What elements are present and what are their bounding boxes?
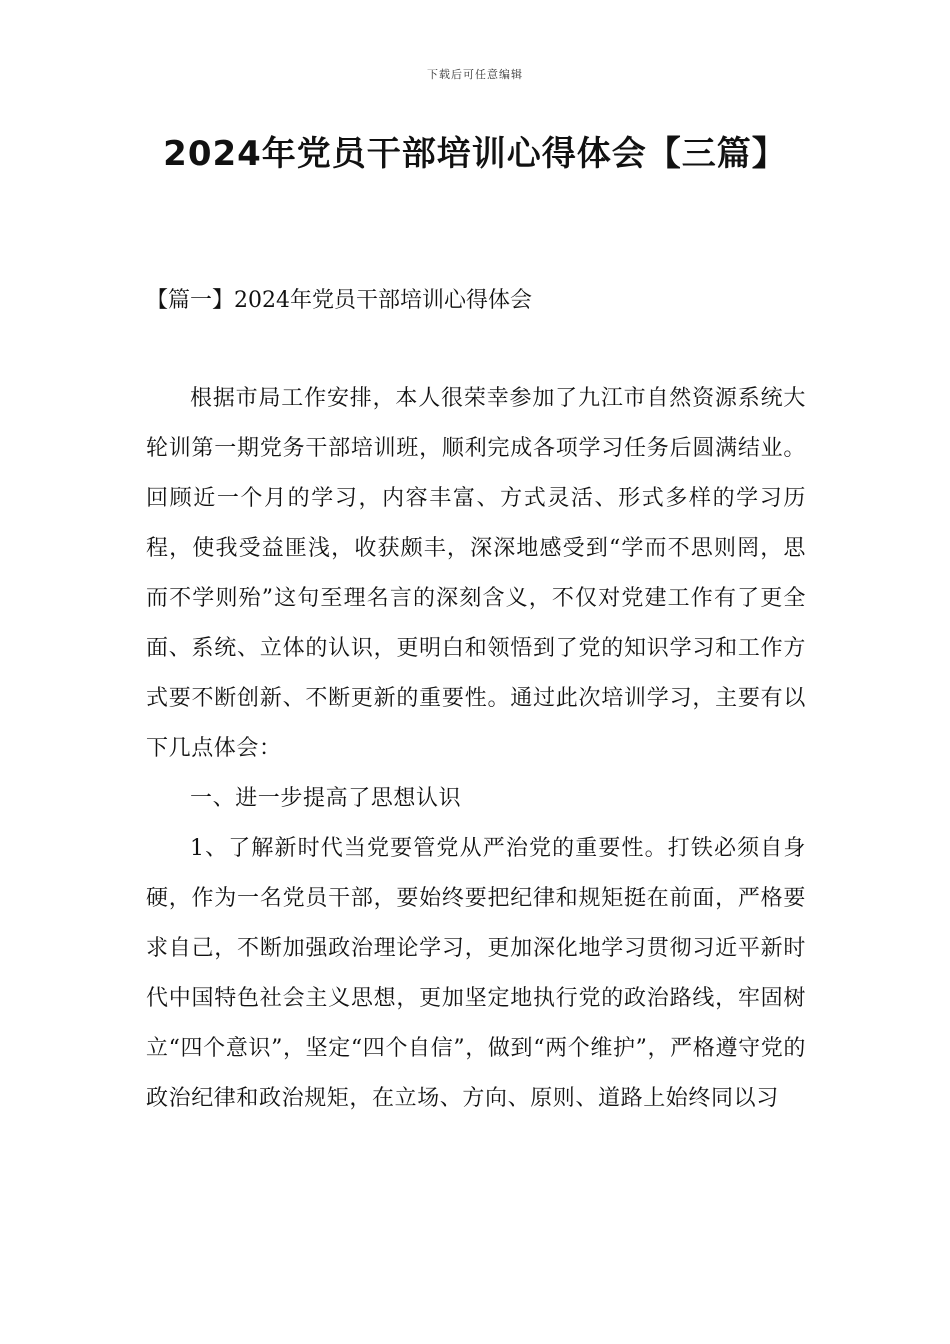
- header-note: 下载后可任意编辑: [427, 68, 523, 81]
- document-title: 2024年党员干部培训心得体会【三篇】: [163, 134, 787, 174]
- paragraph-subheading: 一、进一步提高了思想认识: [190, 786, 462, 811]
- body-text: [146, 374, 806, 1124]
- section-heading: 【篇一】2024年党员干部培训心得体会: [146, 288, 532, 313]
- paragraph-intro: 根据市局工作安排，本人很荣幸参加了九江市自然资源系统大轮训第一期党务干部培训班，顺利完成各项学习任务后圆满结业。回顾近一个月的学习，内容丰富、方式灵活、形式多样的学习历程，使我受益匪浅，收获颇丰，深深地感受到“学而不思则罔，思而不学则殆”这句至理名言的深刻含义，不仅对党建工作有了更全面、系统、立体的认识，更明白和领悟到了党的知识学习和工作方式要不断创新、不断更新的重要性。通过此次培训学习，主要有以下几点体会：: [146, 386, 806, 761]
- paragraph-point-1: 1、了解新时代当党要管党从严治党的重要性。打铁必须自身硬，作为一名党员干部，要始终要把纪律和规矩挺在前面，严格要求自己，不断加强政治理论学习，更加深化地学习贯彻习近平新时代中国特色社会主义思想，更加坚定地执行党的政治路线，牢固树立“四个意识”，坚定“四个自信”，做到“两个维护”，严格遵守党的政治纪律和政治规矩，在立场、方向、原则、道路上始终同以习: [146, 836, 806, 1111]
